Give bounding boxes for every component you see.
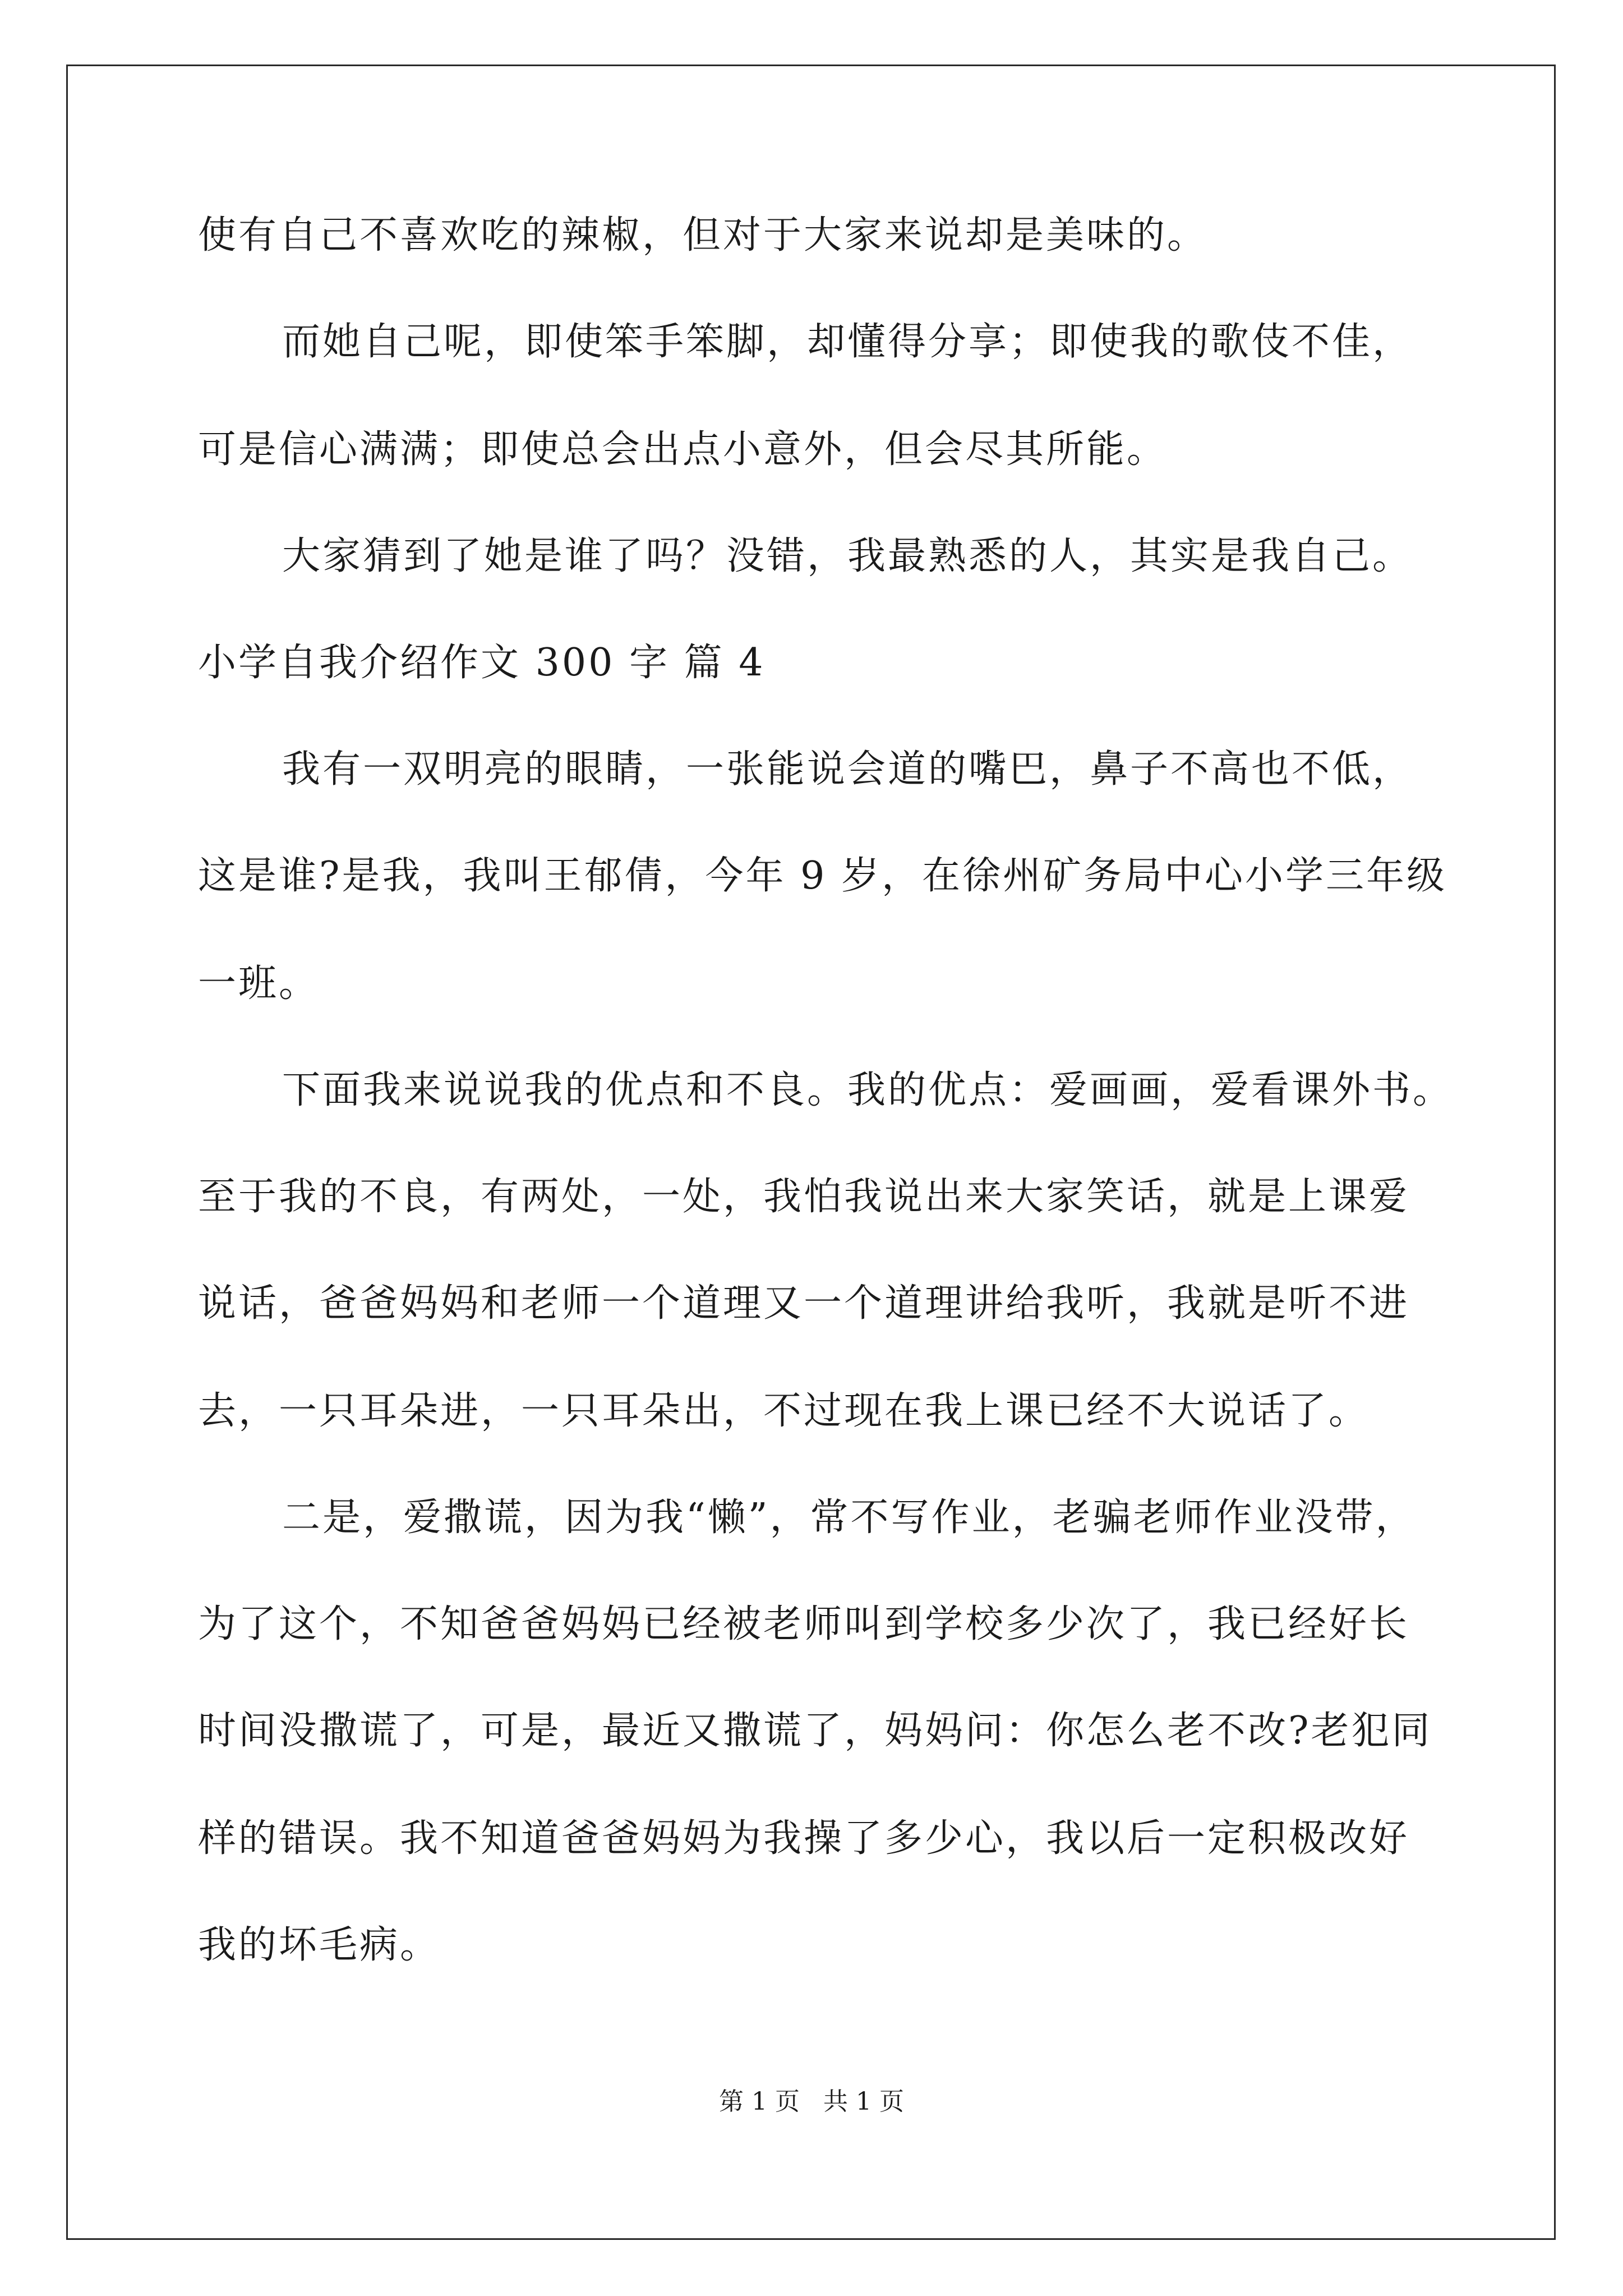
section-heading: 小学自我介绍作文 300 字 篇 4 <box>198 641 766 685</box>
text-line-3: 可是信心满满；即使总会出点小意外，但会尽其所能。 <box>198 427 1168 472</box>
text-line-11: 说话，爸爸妈妈和老师一个道理又一个道理讲给我听，我就是听不进 <box>198 1281 1410 1326</box>
text-line-1: 使有自己不喜欢吃的辣椒，但对于大家来说却是美味的。 <box>198 213 1208 257</box>
page-number-footer: 第 1 页 共 1 页 <box>719 2087 904 2116</box>
text-line-14: 为了这个，不知爸爸妈妈已经被老师叫到学校多少次了，我已经好长 <box>198 1602 1410 1646</box>
text-line-15: 时间没撒谎了，可是，最近又撒谎了，妈妈问：你怎么老不改?老犯同 <box>198 1709 1432 1753</box>
text-line-7: 这是谁?是我，我叫王郁倩，今年 9 岁，在徐州矿务局中心小学三年级 <box>198 854 1447 898</box>
text-line-17: 我的坏毛病。 <box>198 1923 441 1967</box>
text-line-6: 我有一双明亮的眼睛，一张能说会道的嘴巴，鼻子不高也不低， <box>282 747 1413 792</box>
text-line-8: 一班。 <box>198 961 320 1006</box>
page-border <box>66 65 1556 2240</box>
text-line-2: 而她自己呢，即使笨手笨脚，却懂得分享；即使我的歌伎不佳， <box>282 320 1413 364</box>
text-line-13: 二是，爱撒谎，因为我“懒”，常不写作业，老骗老师作业没带， <box>282 1496 1416 1540</box>
text-line-10: 至于我的不良，有两处，一处，我怕我说出来大家笑话，就是上课爱 <box>198 1175 1410 1219</box>
text-line-4: 大家猜到了她是谁了吗？没错，我最熟悉的人，其实是我自己。 <box>282 534 1413 578</box>
text-line-12: 去，一只耳朵进，一只耳朵出，不过现在我上课已经不大说话了。 <box>198 1389 1370 1433</box>
text-line-16: 样的错误。我不知道爸爸妈妈为我操了多少心，我以后一定积极改好 <box>198 1816 1410 1861</box>
text-line-9: 下面我来说说我的优点和不良。我的优点：爱画画，爱看课外书。 <box>282 1068 1454 1112</box>
